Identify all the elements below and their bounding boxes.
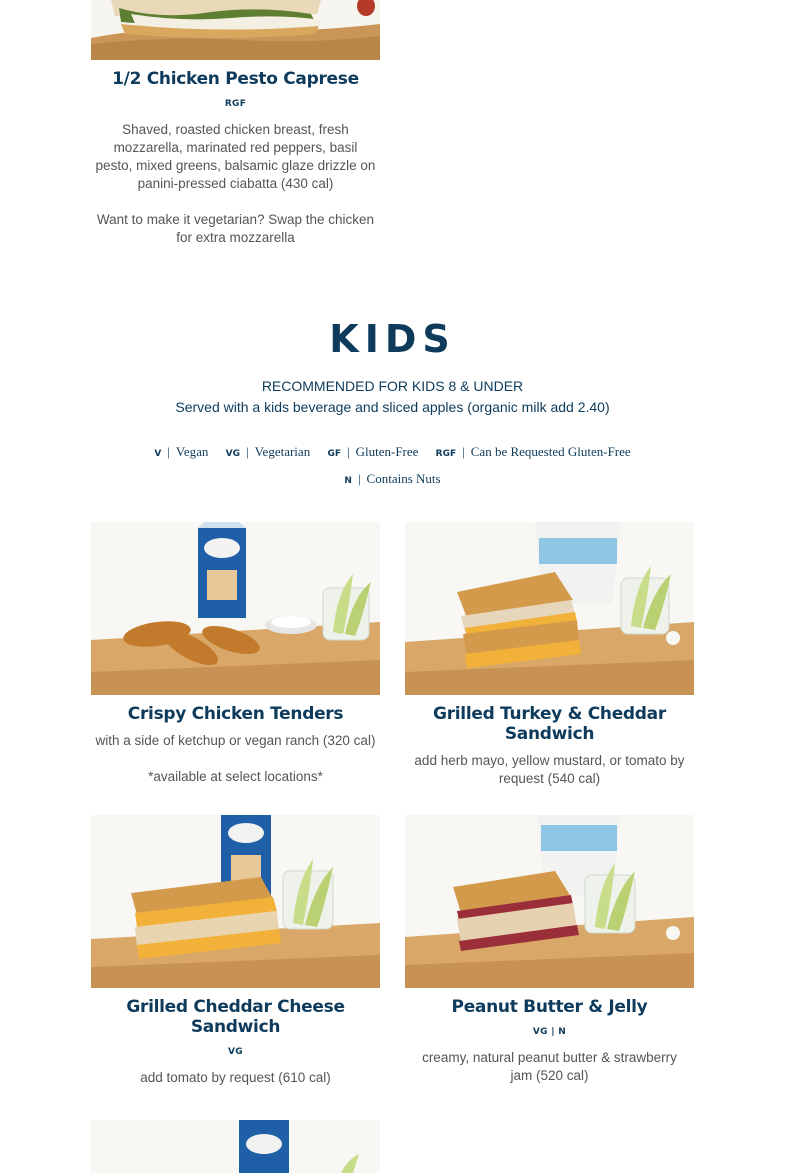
milk-carton-icon: [198, 522, 246, 618]
legend-label: Vegetarian: [254, 444, 311, 459]
legend-code: RGF: [435, 449, 457, 459]
legend-code: V: [154, 449, 162, 459]
kids-subtitle: RECOMMENDED FOR KIDS 8 & UNDER: [261, 378, 524, 394]
menu-card-peanut-butter-jelly[interactable]: [405, 815, 694, 1085]
chicken-pesto-caprese-photo: [91, 0, 380, 60]
legend-item-vegetarian: VG | Vegetarian: [225, 444, 311, 459]
item-tag: VG: [228, 1047, 243, 1057]
legend-label: Gluten-Free: [355, 444, 419, 459]
milk-carton-icon: [239, 1120, 289, 1173]
chicken-tenders-image: [91, 522, 380, 695]
pbj-photo: [405, 815, 694, 988]
legend-label: Can be Requested Gluten-Free: [470, 444, 631, 459]
item-description: with a side of ketchup or vegan ranch (320 cal): [95, 733, 376, 748]
diet-legend: [0, 444, 785, 460]
item-note: *available at select locations*: [148, 769, 323, 784]
legend-code: N: [344, 476, 352, 486]
item-description: Shaved, roasted chicken breast, fresh mozzarella, marinated red peppers, basil pesto, mixed greens, balsamic glaze drizzle on panini-pressed ciabatta (430 cal): [95, 122, 376, 191]
kids-served-with: Served with a kids beverage and sliced apples (organic milk add 2.40): [175, 399, 610, 415]
legend-item-vegan: V | Vegan: [154, 444, 209, 459]
menu-card-grilled-turkey-cheddar[interactable]: [405, 522, 694, 788]
item-note: Want to make it vegetarian? Swap the chicken for extra mozzarella: [96, 212, 375, 245]
item-title: Grilled Turkey & Cheddar Sandwich: [433, 704, 666, 744]
item-title: Crispy Chicken Tenders: [127, 704, 344, 724]
pbj-image: [405, 815, 694, 988]
item-description: creamy, natural peanut butter & strawberry jam (520 cal): [422, 1050, 677, 1083]
grilled-cheese-photo: [91, 815, 380, 988]
legend-label: Vegan: [175, 444, 209, 459]
turkey-cheddar-photo: [405, 522, 694, 695]
diet-legend-row-2: [0, 471, 785, 487]
chicken-tenders-photo: [91, 522, 380, 695]
item-title: 1/2 Chicken Pesto Caprese: [112, 69, 359, 89]
grilled-cheese-image: [91, 815, 380, 988]
item-title: Peanut Butter & Jelly: [451, 997, 648, 1017]
legend-label: Contains Nuts: [366, 471, 441, 486]
turkey-cheddar-image: [405, 522, 694, 695]
partial-item-photo: [91, 1120, 380, 1173]
item-tag: RGF: [224, 99, 247, 109]
item-description: add herb mayo, yellow mustard, or tomato by request (540 cal): [414, 753, 685, 786]
legend-item-gluten-free: GF | Gluten-Free: [327, 444, 419, 459]
sandwich-photo-icon: [91, 0, 380, 60]
menu-card-crispy-chicken-tenders[interactable]: [91, 522, 380, 786]
section-title-kids: KIDS: [329, 317, 456, 361]
item-description: add tomato by request (610 cal): [140, 1070, 331, 1085]
menu-card-grilled-cheddar-cheese[interactable]: [91, 815, 380, 1087]
legend-item-contains-nuts: N | Contains Nuts: [344, 471, 441, 486]
legend-code: GF: [327, 449, 341, 459]
item-tag: VG | N: [532, 1027, 567, 1037]
menu-card-chicken-pesto-caprese[interactable]: [91, 0, 380, 247]
menu-card-partial[interactable]: [91, 1120, 380, 1173]
legend-code: VG: [225, 449, 240, 459]
legend-item-request-gluten-free: RGF | Can be Requested Gluten-Free: [435, 444, 631, 459]
partial-item-image: [91, 1120, 380, 1173]
item-title: Grilled Cheddar Cheese Sandwich: [126, 997, 345, 1037]
